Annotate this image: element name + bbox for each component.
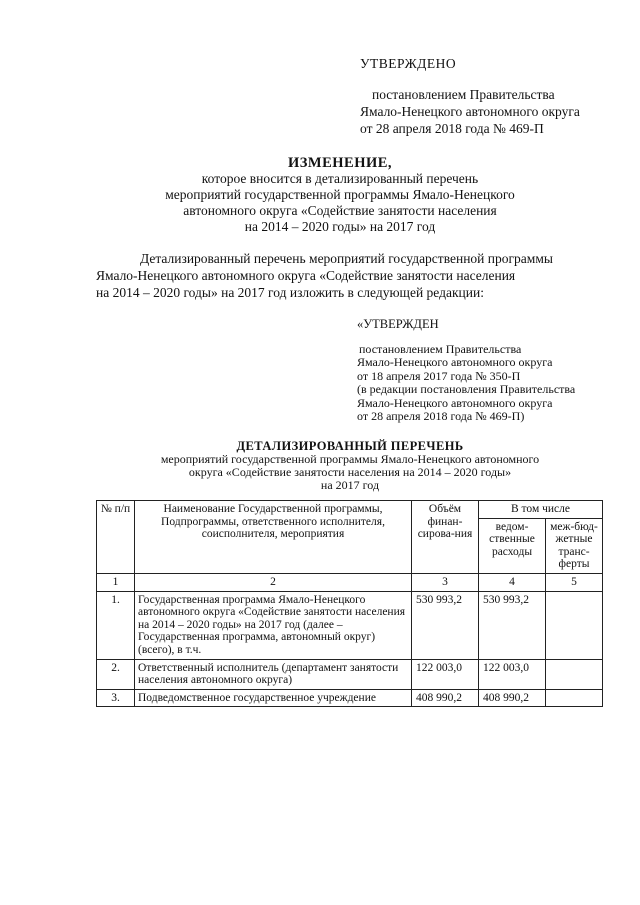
row-transfers <box>546 689 603 707</box>
approval-block <box>360 86 580 137</box>
header-num: № п/п <box>97 501 135 574</box>
approval-line: от 28 апреля 2018 года № 469-П <box>360 121 544 136</box>
row-name: Подведомственное государственное учреждение <box>135 689 412 707</box>
row-num: 1. <box>97 591 135 659</box>
change-line: мероприятий государственной программы Ямало-Ненецкого <box>165 187 515 202</box>
approval2-line: от 18 апреля 2017 года № 350-П <box>357 368 521 383</box>
table-colnum-row <box>97 573 603 591</box>
row-volume: 122 003,0 <box>412 659 479 689</box>
approval-line: Ямало-Ненецкого автономного округа <box>360 104 580 119</box>
header-volume: Объём финан-сирова-ния <box>412 501 479 574</box>
table-row <box>97 591 603 659</box>
approval2-line: от 28 апреля 2018 года № 469-П) <box>357 409 525 424</box>
table-header-row <box>97 501 603 519</box>
row-name: Ответственный исполнитель (департамент занятости населения автономного округа) <box>135 659 412 689</box>
intro-line: Ямало-Ненецкого автономного округа «Содействие занятости населения <box>96 268 516 283</box>
row-num: 2. <box>97 659 135 689</box>
approval2-block <box>357 343 575 423</box>
header-name: Наименование Государственной программы, Подпрограммы, ответственного исполнителя, соисполнителя, мероприятия <box>135 501 412 574</box>
approval2-heading: «УТВЕРЖДЕН <box>357 317 439 331</box>
col-number: 3 <box>412 573 479 591</box>
list-heading <box>130 440 570 492</box>
list-line: мероприятий государственной программы Ямало-Ненецкого автономного <box>160 452 540 466</box>
table-row <box>97 689 603 707</box>
row-volume: 530 993,2 <box>412 591 479 659</box>
col-number: 1 <box>97 573 135 591</box>
change-line: которое вносится в детализированный перечень <box>201 171 479 186</box>
approval-heading: УТВЕРЖДЕНО <box>360 56 457 71</box>
row-name: Государственная программа Ямало-Ненецкого автономного округа «Содействие занятости населения на 2014 – 2020 годы» на 2017 год (далее – Государственная программа, автономный округ) (всего), в т.ч. <box>135 591 412 659</box>
row-dept: 122 003,0 <box>479 659 546 689</box>
table-row <box>97 659 603 689</box>
list-title: ДЕТАЛИЗИРОВАННЫЙ ПЕРЕЧЕНЬ <box>236 439 464 453</box>
approval-line: постановлением Правительства <box>372 87 555 102</box>
col-number: 5 <box>546 573 603 591</box>
intro-paragraph <box>96 250 602 301</box>
row-transfers <box>546 659 603 689</box>
approval2-line: Ямало-Ненецкого автономного округа <box>357 395 553 410</box>
col-number: 2 <box>135 573 412 591</box>
measures-table <box>96 500 603 707</box>
list-line: на 2017 год <box>320 478 380 492</box>
change-line: на 2014 – 2020 годы» на 2017 год <box>244 219 436 234</box>
intro-line: на 2014 – 2020 годы» на 2017 год изложить в следующей редакции: <box>96 285 484 300</box>
header-dept: ведом-ственные расходы <box>479 518 546 573</box>
change-line: автономного округа «Содействие занятости населения <box>183 203 497 218</box>
list-line: округа «Содействие занятости населения на 2014 – 2020 годы» <box>188 465 512 479</box>
row-num: 3. <box>97 689 135 707</box>
change-heading <box>130 155 550 235</box>
intro-line: Детализированный перечень мероприятий государственной программы <box>140 251 553 266</box>
change-title: ИЗМЕНЕНИЕ, <box>287 155 393 171</box>
row-dept: 408 990,2 <box>479 689 546 707</box>
row-dept: 530 993,2 <box>479 591 546 659</box>
approval2-line: (в редакции постановления Правительства <box>357 382 576 397</box>
row-transfers <box>546 591 603 659</box>
approval2-line: Ямало-Ненецкого автономного округа <box>357 355 553 370</box>
header-transfers: меж-бюд-жетные транс-ферты <box>546 518 603 573</box>
col-number: 4 <box>479 573 546 591</box>
approval2-line: постановлением Правительства <box>359 342 522 356</box>
row-volume: 408 990,2 <box>412 689 479 707</box>
header-including: В том числе <box>479 501 603 519</box>
